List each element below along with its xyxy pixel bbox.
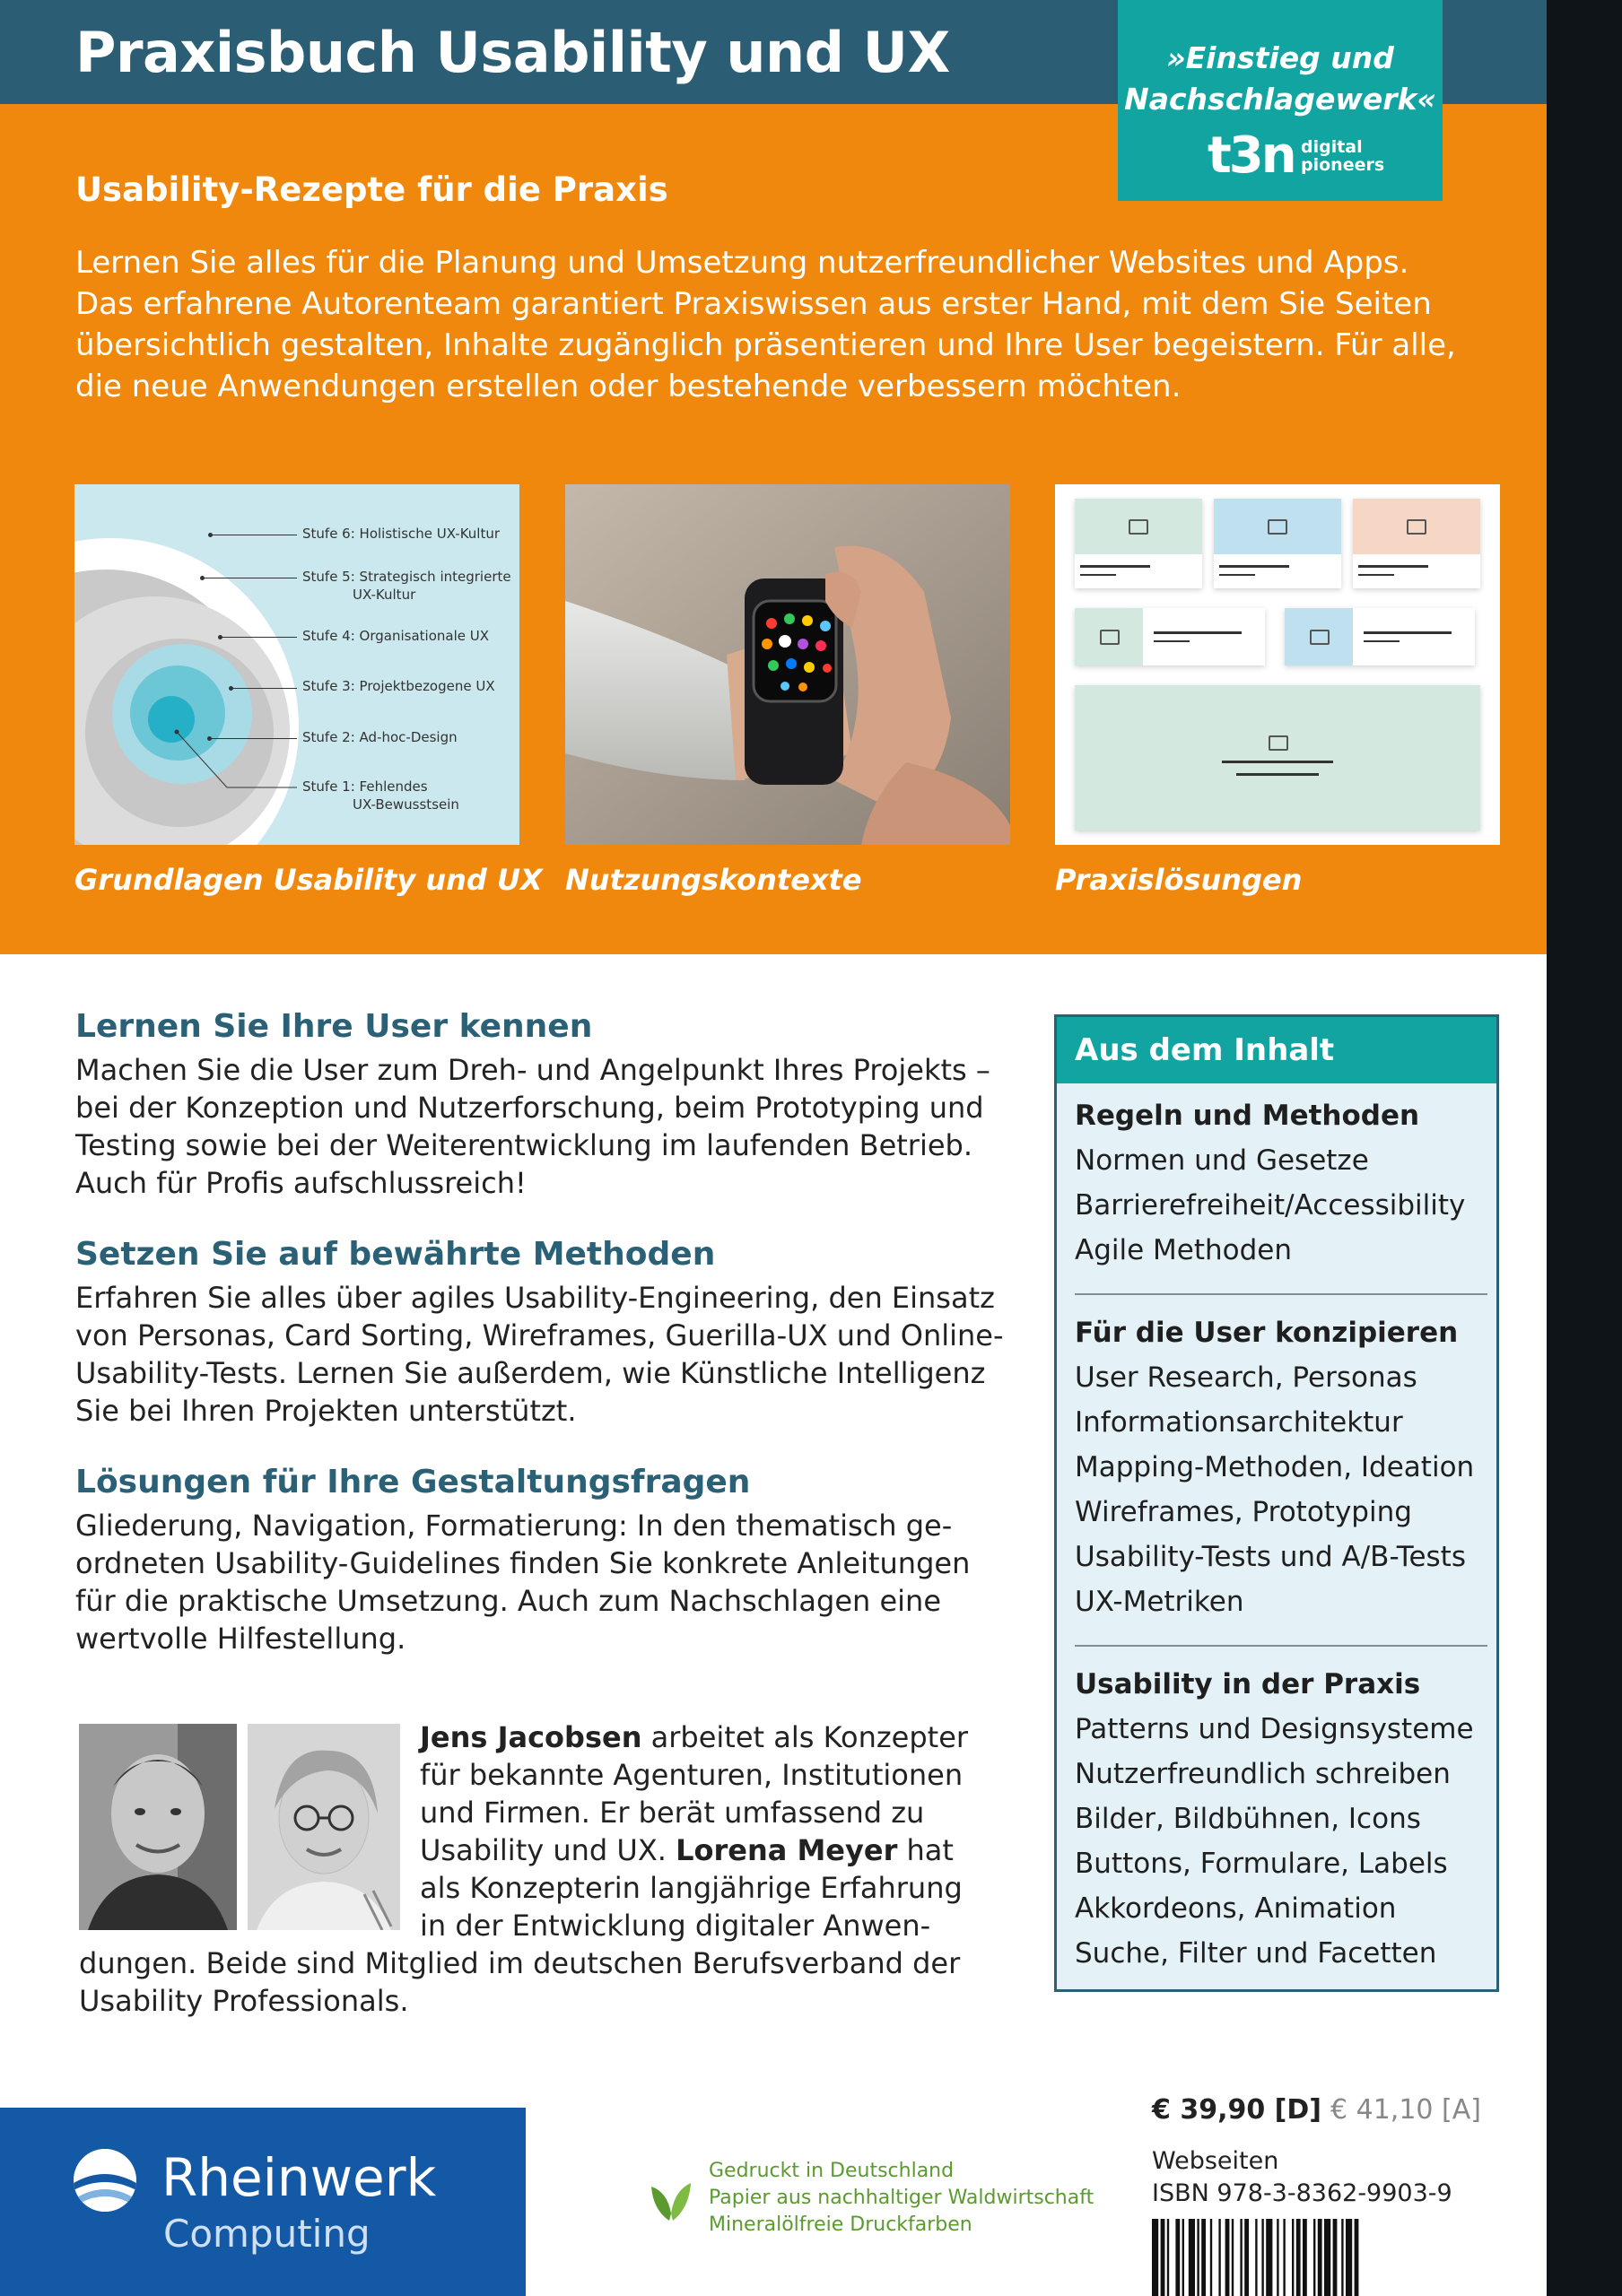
barcode-bar bbox=[1182, 2219, 1184, 2296]
caption-grundlagen: Grundlagen Usability und UX bbox=[74, 863, 543, 897]
wireframe-card bbox=[1353, 499, 1480, 588]
author-bio-continued: dungen. Beide sind Mitglied im deutschen Berufsverband der Usability Professionals. bbox=[79, 1946, 961, 2018]
category-label: Webseiten bbox=[1152, 2147, 1279, 2175]
barcode-bar bbox=[1218, 2219, 1220, 2296]
price-line bbox=[1152, 2094, 1481, 2126]
image-placeholder-icon bbox=[1268, 519, 1287, 535]
barcode-bar bbox=[1175, 2219, 1180, 2296]
stage-1-leader bbox=[74, 484, 519, 845]
wireframe-hero bbox=[1075, 685, 1480, 831]
barcode-bar bbox=[1318, 2219, 1322, 2296]
barcode-bar bbox=[1167, 2219, 1169, 2296]
wireframe-card bbox=[1214, 499, 1341, 588]
barcode-bar bbox=[1346, 2219, 1352, 2296]
smartwatch-illustration bbox=[565, 484, 1010, 845]
intro-subtitle: Usability-Rezepte für die Praxis bbox=[75, 170, 668, 209]
stage-label-4: Stufe 4: Organisationale UX bbox=[302, 628, 490, 644]
section-body: Machen Sie die User zum Dreh- und Angelpunkt Ihres Projekts – bei der Konzeption und Nutzerforschung, beim Prototyping und Testing sowie bei der Weiterentwicklung im laufenden Betrieb. Auch für Profis aufschlussreich! bbox=[75, 1053, 990, 1200]
barcode-bar bbox=[1324, 2219, 1330, 2296]
intro-line: Das erfahrene Autorenteam garantiert Praxiswissen aus erster Hand, mit dem Sie Seiten bbox=[75, 286, 1432, 322]
stage-label-2: Stufe 2: Ad-hoc-Design bbox=[302, 729, 458, 745]
barcode-bar bbox=[1210, 2219, 1212, 2296]
barcode-bar bbox=[1266, 2219, 1272, 2296]
toc-item: Bilder, Bildbühnen, Icons bbox=[1075, 1803, 1421, 1835]
barcode-bar bbox=[1261, 2219, 1263, 2296]
image-placeholder-icon bbox=[1407, 519, 1426, 535]
section-heading: Setzen Sie auf bewährte Methoden bbox=[75, 1236, 716, 1273]
ux-maturity-diagram bbox=[74, 484, 519, 845]
barcode-bar bbox=[1255, 2219, 1257, 2296]
intro-line: Lernen Sie alles für die Planung und Umsetzung nutzerfreundlicher Websites und Apps. bbox=[75, 245, 1409, 281]
review-badge bbox=[1118, 0, 1443, 201]
badge-quote: »Einstieg und Nachschlagewerk« bbox=[1124, 40, 1436, 117]
toc-item: Normen und Gesetze bbox=[1075, 1144, 1369, 1177]
rheinwerk-logo-icon bbox=[74, 2149, 136, 2212]
wireframe-card bbox=[1075, 608, 1265, 665]
toc-item: Usability-Tests und A/B-Tests bbox=[1075, 1541, 1466, 1573]
price-germany: € 39,90 [D] bbox=[1152, 2094, 1321, 2126]
stage-label-6: Stufe 6: Holistische UX-Kultur bbox=[302, 526, 501, 542]
intro-line: die neue Anwendungen erstellen oder bestehende verbessern möchten. bbox=[75, 369, 1182, 404]
image-placeholder-icon bbox=[1310, 630, 1330, 645]
barcode-bar bbox=[1225, 2219, 1230, 2296]
eco-print-info: Gedruckt in Deutschland Papier aus nachhaltiger Waldwirtschaft Mineralölfreie Druckfarben bbox=[709, 2160, 1094, 2236]
toc-item: Nutzerfreundlich schreiben bbox=[1075, 1758, 1451, 1790]
toc-group-title: Für die User konzipieren bbox=[1075, 1317, 1459, 1349]
barcode-bar bbox=[1189, 2219, 1195, 2296]
toc-divider bbox=[1075, 1293, 1487, 1295]
barcode-bar bbox=[1232, 2219, 1234, 2296]
toc-item: UX-Metriken bbox=[1075, 1586, 1244, 1618]
toc-group-title: Usability in der Praxis bbox=[1075, 1668, 1421, 1700]
stage-label-3: Stufe 3: Projektbezogene UX bbox=[302, 678, 495, 694]
toc-item: Buttons, Formulare, Labels bbox=[1075, 1848, 1448, 1880]
toc-item: Mapping-Methoden, Ideation bbox=[1075, 1451, 1475, 1483]
barcode-bar bbox=[1303, 2219, 1307, 2296]
wireframe-card bbox=[1285, 608, 1475, 665]
barcode-bar bbox=[1283, 2219, 1285, 2296]
barcode-bar bbox=[1161, 2219, 1165, 2296]
toc-header bbox=[1057, 1017, 1496, 1083]
barcode-bar bbox=[1333, 2219, 1338, 2296]
toc-item: Akkordeons, Animation bbox=[1075, 1892, 1397, 1925]
caption-nutzungskontexte: Nutzungskontexte bbox=[565, 863, 862, 897]
barcode-bar bbox=[1355, 2219, 1359, 2296]
barcode bbox=[1152, 2219, 1430, 2296]
toc-item: Patterns und Designsysteme bbox=[1075, 1713, 1474, 1745]
toc-heading: Aus dem Inhalt bbox=[1075, 1032, 1335, 1068]
smartwatch-photo bbox=[565, 484, 1010, 845]
stage-label-1b: UX-Bewusstsein bbox=[353, 796, 459, 813]
barcode-bar bbox=[1201, 2219, 1206, 2296]
toc-item: User Research, Personas bbox=[1075, 1361, 1417, 1394]
toc-divider bbox=[1075, 1645, 1487, 1647]
toc-item: Suche, Filter und Facetten bbox=[1075, 1937, 1437, 1970]
barcode-bar bbox=[1292, 2219, 1294, 2296]
intro-line: übersichtlich gestalten, Inhalte zugänglich präsentieren und Ihre User begeistern. Für alle, bbox=[75, 327, 1456, 363]
wireframe-illustration bbox=[1055, 484, 1500, 845]
author-name-jens: Jens Jacobsen bbox=[420, 1720, 642, 1754]
isbn: ISBN 978-3-8362-9903-9 bbox=[1152, 2179, 1452, 2207]
barcode-bar bbox=[1244, 2219, 1249, 2296]
section-body: Erfahren Sie alles über agiles Usability-Engineering, den Einsatz von Personas, Card Sorting, Wireframes, Guerilla-UX und Online- Usability-Tests. Lernen Sie außerdem, wie Künstliche Intelligenz Sie bei Ihren Projekten unterstützt. bbox=[75, 1281, 1004, 1428]
section-heading: Lösungen für Ihre Gestaltungsfragen bbox=[75, 1464, 751, 1500]
barcode-bar bbox=[1313, 2219, 1315, 2296]
publisher-name: Rheinwerk bbox=[161, 2147, 437, 2208]
image-placeholder-icon bbox=[1100, 630, 1120, 645]
stage-label-5b: UX-Kultur bbox=[353, 587, 416, 603]
author-photo-lorena bbox=[248, 1724, 400, 1930]
section-body: Gliederung, Navigation, Formatierung: In den thematisch ge- ordneten Usability-Guidelines finden Sie konkrete Anleitungen für die praktische Umsetzung. Auch zum Nachschlagen eine wertvolle Hilfestellung. bbox=[75, 1509, 971, 1656]
stage-label-1: Stufe 1: Fehlendes bbox=[302, 778, 428, 795]
intro-text bbox=[75, 242, 1475, 407]
author-name-lorena: Lorena Meyer bbox=[676, 1833, 898, 1867]
barcode-bar bbox=[1296, 2219, 1301, 2296]
image-placeholder-icon bbox=[1269, 735, 1288, 751]
image-placeholder-icon bbox=[1129, 519, 1148, 535]
section-heading: Lernen Sie Ihre User kennen bbox=[75, 1008, 593, 1045]
book-title: Praxisbuch Usability und UX bbox=[75, 20, 950, 85]
toc-item: Barrierefreiheit/Accessibility bbox=[1075, 1189, 1466, 1222]
barcode-bar bbox=[1152, 2219, 1158, 2296]
book-spine bbox=[1547, 0, 1622, 2296]
barcode-bar bbox=[1240, 2219, 1242, 2296]
t3n-logo-sub: digital pioneers bbox=[1301, 137, 1385, 175]
author-photo-jens bbox=[79, 1724, 237, 1930]
toc-box bbox=[1054, 1014, 1499, 1992]
wireframe-card bbox=[1075, 499, 1202, 588]
toc-item: Informationsarchitektur bbox=[1075, 1406, 1403, 1439]
barcode-bar bbox=[1277, 2219, 1278, 2296]
leaf-icon bbox=[648, 2174, 694, 2224]
toc-group-title: Regeln und Methoden bbox=[1075, 1100, 1420, 1132]
barcode-bar bbox=[1197, 2219, 1199, 2296]
author-bio: Jens Jacobsen arbeitet als Konzepter für bekannte Agenturen, Institutionen und Firmen. Er berät umfassend zu Usability und UX. Lorena Meyer hat als Konzepterin langjährige Erfahrung in der Entwicklung digitaler Anwen- bbox=[420, 1720, 969, 1943]
toc-item: Agile Methoden bbox=[1075, 1234, 1293, 1266]
caption-praxisloesungen: Praxislösungen bbox=[1055, 863, 1303, 897]
barcode-bar bbox=[1341, 2219, 1343, 2296]
publisher-imprint: Computing bbox=[163, 2212, 371, 2256]
price-austria: € 41,10 [A] bbox=[1330, 2094, 1481, 2126]
t3n-logo-text: t3n bbox=[1208, 126, 1295, 185]
toc-item: Wireframes, Prototyping bbox=[1075, 1496, 1412, 1528]
stage-label-5: Stufe 5: Strategisch integrierte bbox=[302, 569, 511, 585]
